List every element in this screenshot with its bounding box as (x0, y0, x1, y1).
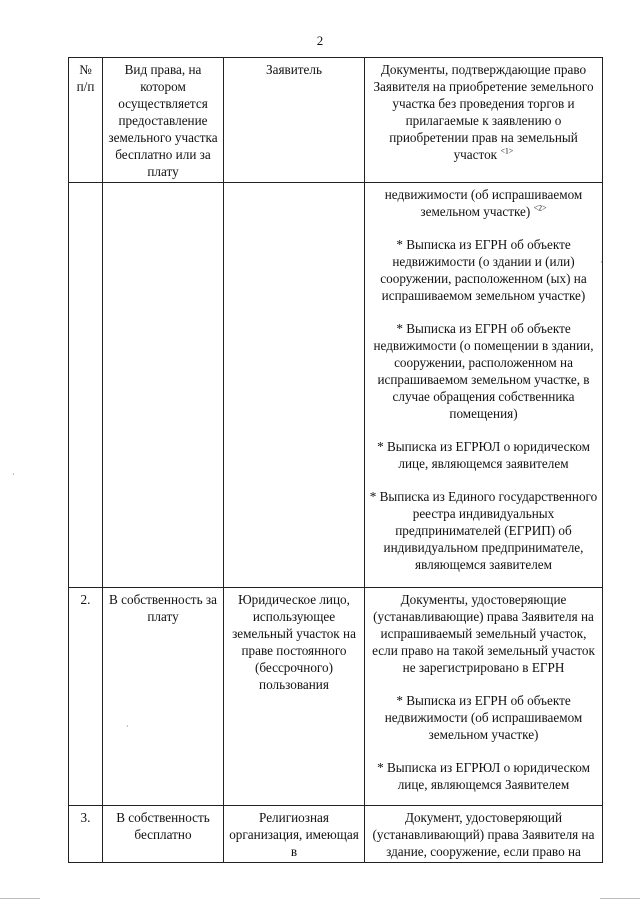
document-item: * Выписка из ЕГРЮЛ о юридическом лице, являющемся заявителем (377, 439, 590, 471)
table-row (69, 588, 603, 806)
scan-edge-line (600, 898, 640, 899)
document-item: Документы, удостоверяющие (устанавливающие) права Заявителя на испрашиваемый земельный участок, если право на такой земельный участок не зарегистрировано в ЕГРН (372, 592, 595, 675)
row-documents (365, 588, 603, 806)
document-item: * Выписка из ЕГРН об объекте недвижимости (о помещении в здании, сооружении, расположенном на испрашиваемом земельном участке, в случае обращения собственника помещения) (373, 321, 594, 421)
row-applicant (224, 183, 365, 588)
document-item: * Выписка из Единого государственного реестра индивидуальных предпринимателей (ЕГРИП) об индивидуальном предпринимателе, являющемся заявителем (369, 489, 598, 572)
table-row (69, 183, 603, 588)
row-documents (365, 806, 603, 863)
row-number (69, 183, 103, 588)
document-item: Документ, удостоверяющий (устанавливающий) права Заявителя на здание, сооружение, если право на (372, 810, 595, 859)
row-number: 2. (69, 588, 103, 806)
document-item: * Выписка из ЕГРН об объекте недвижимости (о здании и (или) сооружении, расположенном (ых) на испрашиваемом земельном участке) (380, 237, 587, 303)
scan-mark: · (126, 722, 129, 731)
header-cell-documents: Документы, подтверждающие право Заявителя на приобретение земельного участка без проведения торгов и прилагаемые к заявлению о приобретении прав на земельный участок $^{<1>}$ (365, 58, 603, 183)
page-number: 2 (316, 33, 324, 48)
row-number: 3. (69, 806, 103, 863)
row-applicant: Религиозная организация, имеющая в (224, 806, 365, 863)
header-cell-applicant: Заявитель (224, 58, 365, 183)
row-documents (365, 183, 603, 588)
table-row (69, 806, 603, 863)
document-item: * Выписка из ЕГРЮЛ о юридическом лице, являющемся Заявителем (377, 760, 590, 792)
row-applicant: Юридическое лицо, использующее земельный участок на праве постоянного (бессрочного) пользования (224, 588, 365, 806)
row-right-type (103, 183, 224, 588)
header-cell-number: № п/п (69, 58, 103, 183)
row-right-type: В собственность бесплатно (103, 806, 224, 863)
header-cell-right-type: Вид права, на котором осуществляется предоставление земельного участка бесплатно или за плату (103, 58, 224, 183)
row-right-type: В собственность за плату (103, 588, 224, 806)
scan-mark: · (12, 470, 15, 479)
scan-edge-line (0, 898, 40, 899)
table-header-row (69, 58, 603, 183)
rights-table (68, 57, 603, 863)
document-item: недвижимости (об испрашиваемом земельном участке) $^{<2>}$ (384, 187, 583, 219)
scan-mark: · (600, 258, 603, 267)
document-item: * Выписка из ЕГРН об объекте недвижимости (об испрашиваемом земельном участке) (384, 693, 583, 742)
